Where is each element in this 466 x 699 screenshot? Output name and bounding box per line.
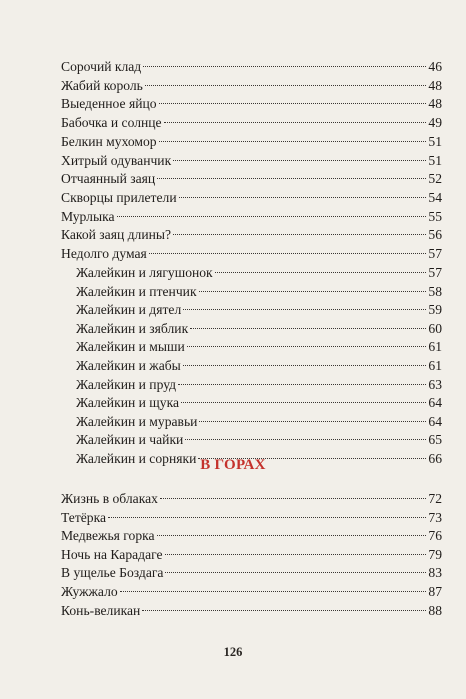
section-heading: В ГОРАХ — [200, 457, 266, 473]
toc-entry-title: Мурлыка — [61, 208, 115, 224]
toc-entry — [61, 77, 442, 95]
toc-entry-page: 51 — [428, 152, 442, 168]
toc-leader-dots — [108, 517, 426, 518]
toc-leader-dots — [215, 272, 427, 273]
toc-entry — [61, 170, 442, 188]
toc-entry-title: Недолго думая — [61, 246, 147, 261]
toc-entry — [61, 527, 442, 545]
toc-entry-title: Конь-великан — [61, 602, 141, 618]
toc-entry — [76, 431, 442, 449]
toc-leader-dots — [187, 346, 427, 347]
toc-entry — [61, 226, 442, 244]
toc-entry-title: Жалейкин и зяблик — [76, 320, 189, 336]
toc-entry-title: Выеденное яйцо — [61, 96, 157, 112]
toc-entry-title: Тетёрка — [61, 509, 107, 525]
toc-leader-dots — [120, 591, 427, 592]
toc-entry-page: 57 — [428, 246, 442, 261]
toc-leader-dots — [145, 85, 427, 86]
toc-entry-page: 76 — [428, 528, 442, 544]
toc-entry-page: 59 — [428, 302, 442, 318]
toc-entry-page: 87 — [428, 584, 442, 599]
toc-entry — [61, 602, 442, 620]
toc-entry — [76, 394, 442, 412]
toc-entry-title: Жалейкин и мыши — [76, 339, 185, 355]
toc-entry-title: Жалейкин и сорняки — [76, 451, 197, 466]
toc-leader-dots — [181, 402, 426, 403]
toc-leader-dots — [199, 291, 427, 292]
toc-entry-page: 60 — [428, 320, 442, 336]
toc-entry-page: 48 — [428, 77, 442, 93]
toc-leader-dots — [165, 554, 427, 555]
toc-entry — [76, 283, 442, 301]
toc-leader-dots — [173, 160, 426, 161]
toc-entry-title: Жалейкин и птенчик — [76, 283, 197, 299]
toc-entry-title: Жизнь в облаках — [61, 491, 158, 506]
toc-entry-title: Бабочка и солнце — [61, 115, 162, 131]
toc-entry-title: Жужжало — [61, 584, 118, 599]
toc-entry-page: 61 — [428, 339, 442, 355]
toc-entry — [61, 152, 442, 170]
toc-entry — [76, 264, 442, 282]
toc-entry — [76, 357, 442, 375]
toc-entry-title: Сорочий клад — [61, 59, 142, 74]
toc-entry-page: 65 — [428, 432, 442, 448]
toc-entry-page: 83 — [428, 565, 442, 581]
toc-entry — [76, 376, 442, 394]
toc-entry-title: Жалейкин и жабы — [76, 358, 181, 373]
toc-entry-page: 46 — [428, 59, 442, 74]
toc-entry-page: 57 — [428, 265, 442, 280]
toc-entry-title: Отчаянный заяц — [61, 171, 156, 187]
toc-leader-dots — [142, 610, 426, 611]
toc-leader-dots — [164, 122, 427, 123]
toc-entry-page: 88 — [428, 602, 442, 618]
toc-entry-page: 58 — [428, 283, 442, 299]
toc-entry — [76, 338, 442, 356]
toc-entry-page: 56 — [428, 227, 442, 243]
toc-entry — [61, 58, 442, 76]
toc-leader-dots — [143, 66, 426, 67]
toc-entry-page: 54 — [428, 189, 442, 205]
toc-leader-dots — [165, 572, 426, 573]
toc-entry-page: 49 — [428, 115, 442, 131]
toc-leader-dots — [159, 141, 427, 142]
toc-entry-page: 64 — [428, 413, 442, 429]
toc-entry-page: 72 — [428, 491, 442, 506]
toc-leader-dots — [199, 421, 426, 422]
toc-leader-dots — [183, 365, 427, 366]
toc-entry-title: Жалейкин и лягушонок — [76, 265, 213, 280]
toc-entry-title: Скворцы прилетели — [61, 189, 177, 205]
toc-entry-title: Ночь на Карадаге — [61, 546, 163, 562]
toc-entry — [61, 564, 442, 582]
toc-entry-title: В ущелье Боздага — [61, 565, 164, 581]
toc-leader-dots — [179, 197, 427, 198]
toc-entry — [61, 95, 442, 113]
toc-entry — [61, 490, 442, 508]
toc-leader-dots — [159, 103, 427, 104]
toc-entry — [61, 546, 442, 564]
toc-leader-dots — [173, 234, 426, 235]
toc-entry — [61, 583, 442, 601]
toc-entry-page: 55 — [428, 208, 442, 224]
toc-entry — [61, 114, 442, 132]
toc-entry-title: Хитрый одуванчик — [61, 152, 172, 168]
toc-entry-page: 73 — [428, 509, 442, 525]
toc-entry-title: Жалейкин и чайки — [76, 432, 184, 448]
toc-leader-dots — [117, 216, 427, 217]
toc-entry-title: Жалейкин и пруд — [76, 376, 177, 392]
toc-entry — [61, 133, 442, 151]
toc-entry-page: 64 — [428, 395, 442, 411]
toc-entry — [61, 189, 442, 207]
toc-entry-page: 79 — [428, 546, 442, 562]
toc-leader-dots — [160, 498, 426, 499]
toc-entry-title: Жалейкин и дятел — [76, 302, 182, 318]
toc-entry — [61, 245, 442, 263]
toc-entry — [76, 413, 442, 431]
toc-leader-dots — [183, 309, 426, 310]
toc-leader-dots — [178, 384, 426, 385]
toc-entry-title: Медвежья горка — [61, 528, 155, 544]
toc-entry-title: Жалейкин и щука — [76, 395, 180, 411]
toc-leader-dots — [157, 178, 426, 179]
toc-entry-page: 66 — [428, 451, 442, 466]
toc-leader-dots — [185, 439, 426, 440]
toc-entry — [76, 301, 442, 319]
toc-entry-page: 63 — [428, 376, 442, 392]
page-number: 126 — [223, 645, 243, 659]
toc-entry-page: 52 — [428, 171, 442, 187]
toc-entry — [61, 509, 442, 527]
toc-leader-dots — [190, 328, 426, 329]
toc-entry-page: 51 — [428, 133, 442, 149]
toc-leader-dots — [149, 253, 427, 254]
toc-entry-page: 61 — [428, 358, 442, 373]
toc-entry-title: Жабий король — [61, 77, 143, 93]
toc-entry-title: Какой заяц длины? — [61, 227, 172, 243]
toc-entry-page: 48 — [428, 96, 442, 112]
toc-entry — [76, 320, 442, 338]
toc-entry-title: Жалейкин и муравьи — [76, 413, 198, 429]
toc-entry-title: Белкин мухомор — [61, 133, 157, 149]
toc-entry — [61, 208, 442, 226]
toc-leader-dots — [157, 535, 427, 536]
